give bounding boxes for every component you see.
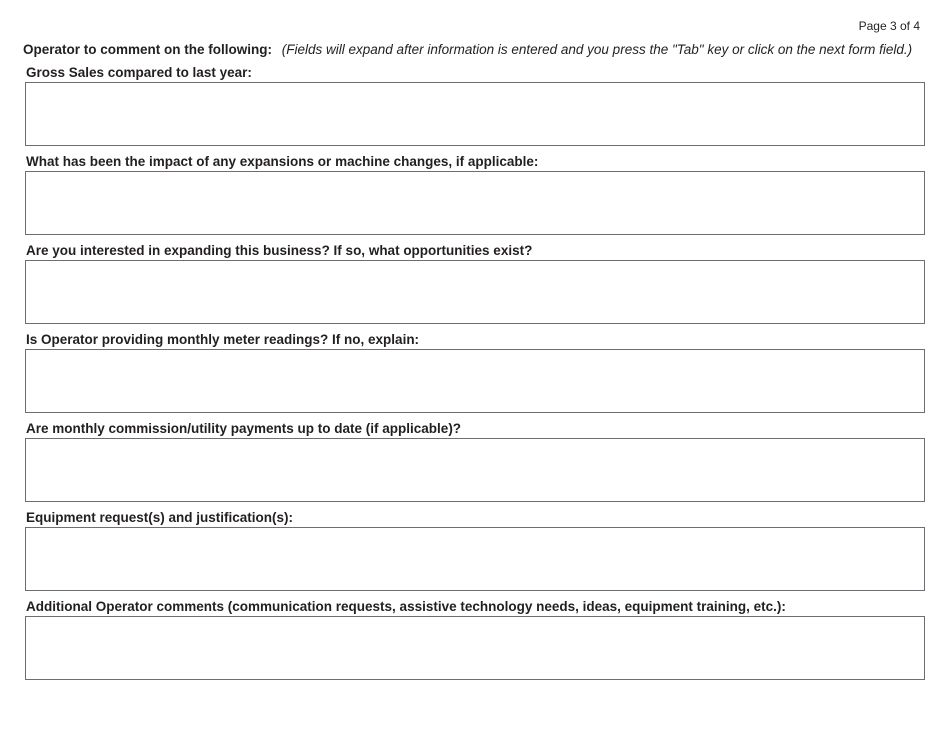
additional-comments-input[interactable] — [25, 616, 925, 680]
equipment-request-input[interactable] — [25, 527, 925, 591]
field-label-expansion-interest: Are you interested in expanding this business? If so, what opportunities exist? — [26, 243, 533, 258]
field-expansion-impact — [25, 153, 925, 235]
field-expansion-interest — [25, 242, 925, 324]
field-additional-comments — [25, 598, 925, 680]
field-label-meter-readings: Is Operator providing monthly meter readings? If no, explain: — [26, 332, 420, 347]
field-payments — [25, 420, 925, 502]
form-intro — [23, 42, 912, 57]
field-label-expansion-impact: What has been the impact of any expansions or machine changes, if applicable: — [26, 154, 539, 169]
expansion-impact-input[interactable] — [25, 171, 925, 235]
payments-input[interactable] — [25, 438, 925, 502]
intro-instructions: (Fields will expand after information is entered and you press the "Tab" key or click on the next form field.) — [281, 42, 913, 57]
gross-sales-input[interactable] — [25, 82, 925, 146]
field-label-gross-sales: Gross Sales compared to last year: — [26, 65, 252, 80]
field-gross-sales — [25, 64, 925, 146]
field-label-payments: Are monthly commission/utility payments up to date (if applicable)? — [26, 421, 462, 436]
page-number: Page 3 of 4 — [858, 19, 920, 33]
meter-readings-input[interactable] — [25, 349, 925, 413]
expansion-interest-input[interactable] — [25, 260, 925, 324]
field-label-additional-comments: Additional Operator comments (communication requests, assistive technology needs, ideas, equipment training, etc.): — [26, 599, 786, 614]
intro-heading: Operator to comment on the following: — [23, 42, 272, 57]
field-label-equipment-request: Equipment request(s) and justification(s): — [26, 510, 294, 525]
field-meter-readings — [25, 331, 925, 413]
field-equipment-request — [25, 509, 925, 591]
